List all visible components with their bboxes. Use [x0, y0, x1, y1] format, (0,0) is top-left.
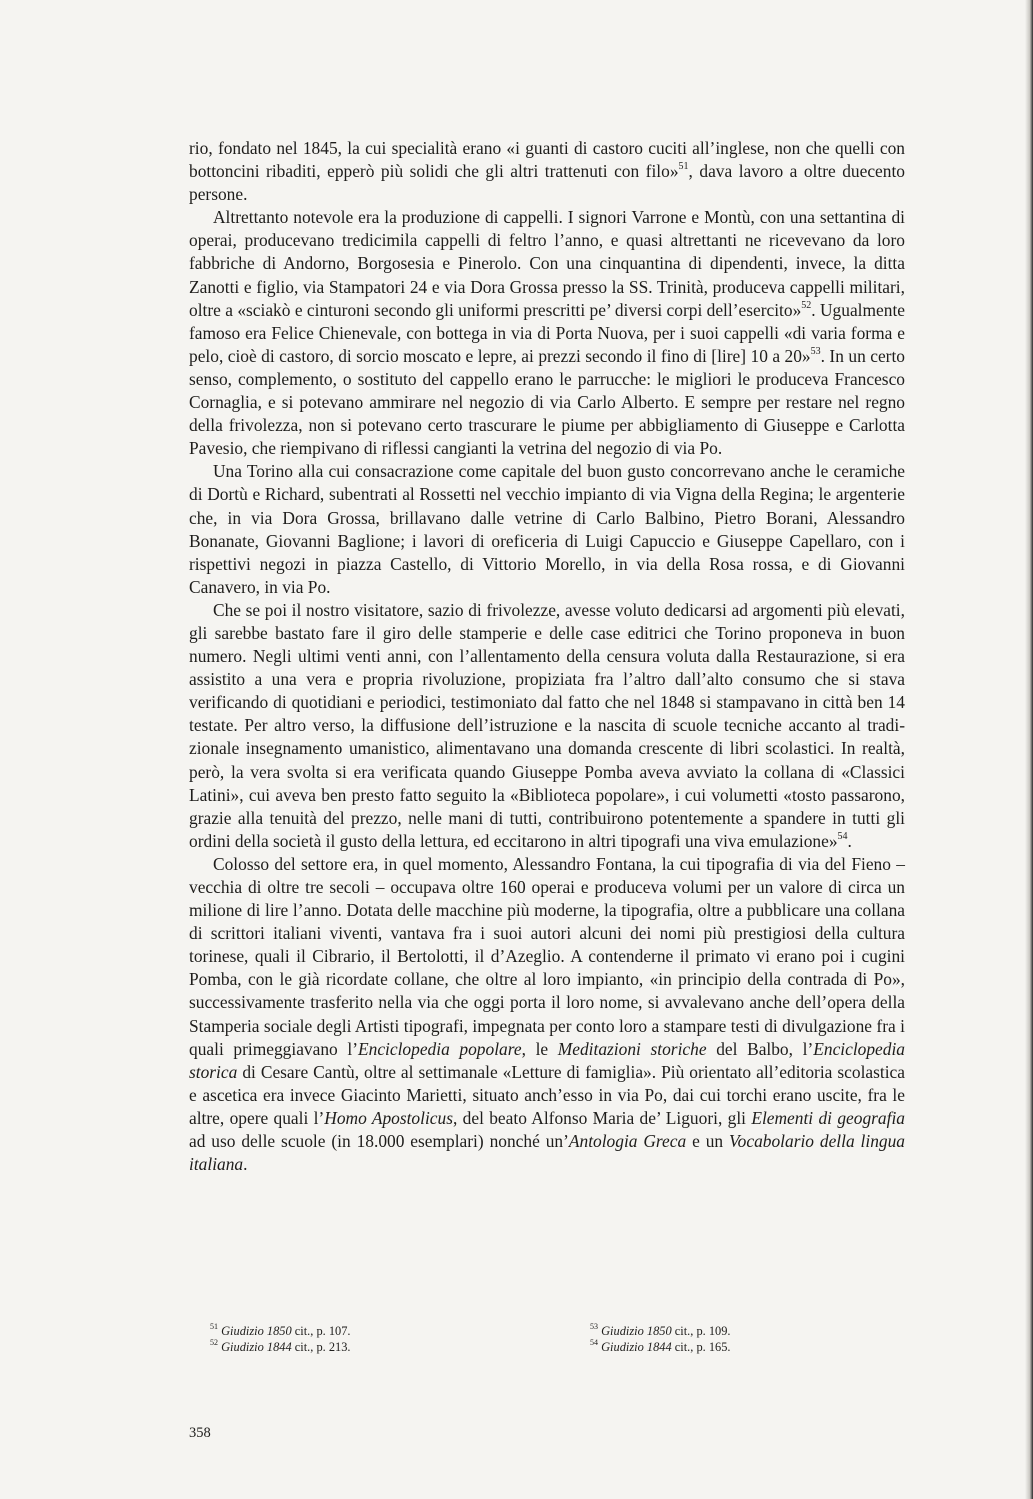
text-run: , dava lavoro a oltre duecento persone.: [189, 161, 905, 205]
page-edge-shadow: [1025, 0, 1033, 1499]
text-run: ad uso delle scuole (in 18.000 esemplari) nonché un’: [189, 1131, 569, 1152]
text-run: Colosso del settore era, in quel momento, Alessandro Fontana, la cui tipografia di via del Fieno – vecchia di oltre tre secoli – occupava oltre 160 operai e produceva volumi per un valore di circa un milione di lire l’anno. Dotata delle macchine più moderne, la tipografia, oltre a pubblicare una collana di scrittori italiani viventi, vantava fra i suoi autori alcuni dei nomi più prestigiosi della cultura torinese, quali il Cibrario, il Bertolotti, il d’Azeglio. A contenderne il primato vi erano poi i cugini Pomba, con le già ricordate collane, che oltre al loro impianto, «in principio della contrada di Po», successivamente trasferito nella via che oggi porta il loro nome, si avvalevano anche dell’opera della Stamperia sociale degli Artisti tipografi, impegnata per conto loro a stampare testi di divulgazione fra i quali primeggiavano l’: [189, 853, 905, 1059]
text-run: . Ugualmente famoso era Felice Chienevale, con bottega in via di Porta Nuova, per i suoi cappelli «di varia forma e pelo, cioè di castoro, di sorcio moscato e lepre, ai prezzi secondo il fino di [lire] 10 a 20»: [189, 299, 905, 366]
text-run: Che se poi il nostro visitatore, sazio di frivolezze, avesse voluto dedicarsi ad argomenti più elevati, gli sarebbe bastato fare il giro delle stamperie e delle case editrici che Torino proponeva in buon numero. Negli ultimi venti anni, con l’allentamento della censura voluta dalla Restaurazione, si era assistito a una vera e propria rivoluzione, propiziata fra l’altro dall’alto consumo che si stava verificando di quotidiani e periodici, testimoniato dal fatto che nel 1848 si stampavano in città ben 14 testate. Per altro verso, la diffusione dell’istruzione e la nascita di scuole tecniche accanto al tradizionale insegnamento umanistico, alimentavano una domanda crescente di libri scolastici. In realtà, però, la vera svolta si era verificata quando Giuseppe Pomba aveva avviato la collana di «Classici Latini», cui aveva ben presto fatto seguito la «Biblioteca popolare», i cui volumetti «tosto passarono, grazie alla tenuità del prezzo, nelle mani di tutti, contribuirono potentemente a spandere in tutti gli ordini della società il gusto della lettura, ed eccitarono in altri tipografi una viva emulazione»: [189, 599, 905, 851]
text-run: e un: [686, 1131, 729, 1152]
text-run: , le: [521, 1038, 558, 1059]
footnote-citation: cit., p. 213.: [291, 1340, 351, 1354]
italic-title: Antologia Greca: [568, 1131, 687, 1152]
italic-title: Enciclopedia popolare: [358, 1038, 522, 1059]
text-run: , del beato Alfonso Maria de’ Liguori, gli: [452, 1107, 752, 1128]
footnote: [590, 1323, 850, 1339]
footnotes-right-column: [590, 1323, 850, 1355]
footnote-number: 52: [210, 1337, 218, 1347]
footnote-citation: cit., p. 165.: [671, 1340, 731, 1354]
footnote-number: 53: [590, 1321, 598, 1331]
footnote-source: Giudizio 1850: [601, 1324, 672, 1338]
paragraph: [189, 206, 905, 460]
italic-title: Vocabolario della lingua italiana: [189, 1131, 906, 1175]
text-run: Altrettanto notevole era la produzione di cappelli. I signori Varrone e Montù, con una settantina di operai, producevano tredicimila cappelli di feltro l’anno, e quasi altrettanti ne ricevevano da loro fabbriche di Andorno, Borgosesia e Pinerolo. Con una cinquantina di dipendenti, invece, la ditta Zanotti e figlio, via Stampatori 24 e via Dora Grossa presso la SS. Trinità, produceva cappelli militari, oltre a «sciakò e cinturoni secondo gli uniformi prescritti pe’ diversi corpi dell’esercito»: [189, 207, 905, 320]
text-run: . In un certo senso, complemento, o sostituto del cappello erano le parrucche: le migliori le produceva Francesco Cornaglia, e si potevano ammirare nel negozio di via Carlo Alberto. E sempre per restare nel regno della frivolezza, non si potevano certo trascurare le piume per abbigliamento di Giuseppe e Carlotta Pavesio, che riempivano di riflessi cangianti la vetrina del negozio di via Po.: [189, 345, 905, 459]
footnote-citation: cit., p. 107.: [291, 1324, 351, 1338]
page-number: 358: [189, 1425, 211, 1441]
paragraph: [189, 599, 905, 853]
text-run: rio, fondato nel 1845, la cui specialità erano «i guanti di castoro cuciti all’inglese, non che quelli con bottoncini ribaditi, epperò più solidi che gli altri trattenuti con filo»: [189, 138, 905, 182]
footnote-source: Giudizio 1850: [221, 1324, 292, 1338]
italic-title: Homo Apostolicus: [324, 1107, 453, 1128]
text-run: del Balbo, l’: [706, 1038, 814, 1059]
text-run: Una Torino alla cui consacrazione come capitale del buon gusto concorrevano anche le ceramiche di Dortù e Richard, subentrati al Rossetti nel vecchio impianto di via Vigna della Regina; le argenterie che, in via Dora Grossa, brillavano dalle vetrine di Carlo Balbino, Pietro Borani, Alessandro Bonanate, Giovanni Baglione; i lavori di oreficeria di Luigi Capuccio e Giuseppe Capellaro, con i rispettivi negozi in piazza Castello, di Vittorio Morello, in via della Rosa rossa, e di Giovanni Canavero, in via Po.: [189, 461, 905, 597]
paragraph: [189, 137, 905, 206]
text-run: .: [847, 830, 852, 851]
text-run: di Cesare Cantù, oltre al settimanale «Letture di famiglia». Più orientato all’editoria scolastica e ascetica era invece Giacinto Marietti, situato anch’esso in via Po, dai cui torchi erano uscite, fra le altre, opere quali l’: [189, 1061, 905, 1128]
body-text: [189, 137, 905, 1176]
footnote: [210, 1339, 470, 1355]
footnote: [210, 1323, 470, 1339]
footnote-ref: 52: [801, 299, 812, 311]
footnote: [590, 1339, 850, 1355]
paragraph: [189, 853, 905, 1176]
italic-title: Enciclopedia storica: [189, 1038, 906, 1082]
italic-title: Meditazioni storiche: [557, 1038, 707, 1059]
italic-title: Elementi di geografia: [751, 1107, 905, 1128]
footnote-ref: 51: [678, 161, 689, 173]
paragraph: [189, 460, 905, 599]
footnote-ref: 54: [837, 831, 848, 843]
footnote-citation: cit., p. 109.: [671, 1324, 731, 1338]
footnote-source: Giudizio 1844: [221, 1340, 292, 1354]
footnote-source: Giudizio 1844: [601, 1340, 672, 1354]
footnotes-left-column: [210, 1323, 470, 1355]
footnote-number: 51: [210, 1321, 218, 1331]
text-run: .: [243, 1154, 248, 1175]
footnote-ref: 53: [810, 346, 821, 358]
footnote-number: 54: [590, 1337, 598, 1347]
